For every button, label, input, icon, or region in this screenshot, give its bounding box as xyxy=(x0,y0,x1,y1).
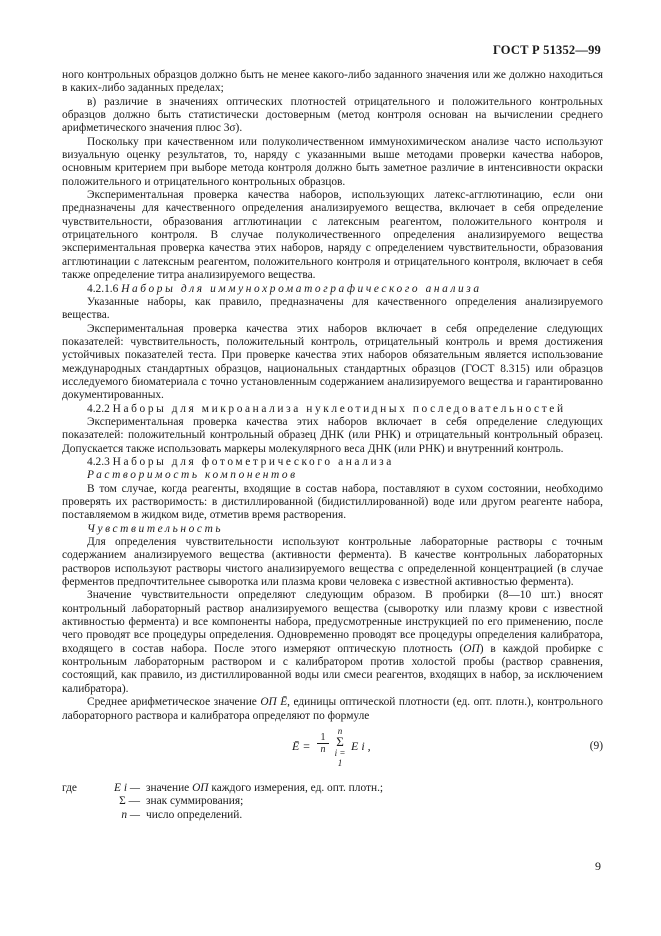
legend-spacer xyxy=(62,795,80,809)
text-run: Среднее арифметическое значение xyxy=(87,696,261,709)
standard-number: ГОСТ Р 51352—99 xyxy=(492,43,601,57)
legend-desc-text: каждого измерения, ед. опт. плотн.; xyxy=(208,781,384,794)
legend-row xyxy=(62,795,603,809)
text-run: , единицы оптической плотности (ед. опт. плотн.), контрольного лабораторного раствора и калибратора определяют по формуле xyxy=(62,696,603,722)
section-heading-422 xyxy=(62,403,603,416)
paragraph: Экспериментальная проверка качества этих наборов включает в себя определение следующих показателей: положительный контрольный образец ДНК (или РНК) и отрицательный контрольный образец. Допускается также использовать маркеры молекулярного веса ДНК (или РНК) и внутренний контроль. xyxy=(62,415,603,455)
formula-legend xyxy=(62,782,603,823)
page-number: 9 xyxy=(595,859,601,873)
mean-symbol: ОП Ē xyxy=(260,696,288,709)
paragraph: в) различие в значениях оптических плотностей отрицательного и положительного контрольных образцов должно быть статистически достоверным (метод контроля основан на вычислении среднего арифметического значения плюс 3σ). xyxy=(62,95,603,135)
formula-lhs: Ē = xyxy=(292,738,311,753)
paragraph: Указанные наборы, как правило, предназначены для качественного определения анализируемого вещества. xyxy=(62,295,603,322)
legend-desc: знак суммирования; xyxy=(146,795,244,808)
document-body xyxy=(62,69,603,822)
sigma-symbol: Σ xyxy=(336,733,344,749)
formula-fraction xyxy=(317,732,329,755)
legend-row xyxy=(62,782,603,796)
legend-desc-text: значение xyxy=(146,781,193,794)
legend-desc: число определений. xyxy=(146,808,243,821)
section-heading-4216 xyxy=(62,283,603,296)
formula-9 xyxy=(62,726,603,776)
subheading-text: Растворимость компонентов xyxy=(87,469,298,482)
legend-where: где xyxy=(62,781,77,794)
fraction-numerator: 1 xyxy=(317,732,329,744)
formula-number: (9) xyxy=(589,739,603,752)
legend-desc xyxy=(146,782,383,796)
summation xyxy=(332,726,348,768)
legend-term: E i — xyxy=(114,781,140,794)
legend-spacer xyxy=(62,809,80,823)
legend-term: Σ — xyxy=(119,795,140,808)
section-heading-423 xyxy=(62,456,603,469)
formula-rhs: E i , xyxy=(351,738,371,753)
paragraph: В том случае, когда реагенты, входящие в состав набора, поставляют в сухом состоянии, необходимо проверять их растворимость: в дистиллированной (бидистиллированной) воде или другом реагенте набора, поставляемом в жидком виде, отметив время растворения. xyxy=(62,482,603,522)
sum-lower-limit: i = 1 xyxy=(334,747,346,768)
fraction-denominator: n xyxy=(320,743,326,755)
section-title: Наборы для иммунохроматографического анализа xyxy=(121,282,482,295)
section-title: Наборы для фотометрического анализа xyxy=(112,455,394,468)
section-number: 4.2.2 xyxy=(87,402,110,415)
section-number: 4.2.1.6 xyxy=(87,282,119,295)
text-run: Значение чувствительности определяют следующим образом. В пробирки (8—10 шт.) вносят контрольный лабораторный раствор анализируемого вещества (сыворотку или плазму крови с известной активностью фермента) и все компоненты набора, предусмотренные инструкцией по его применению, после чего проводят все процедуры определения. Одновременно проводят все процедуры определения калибратора, входящего в состав набора. После этого измеряют оптическую плотность ( xyxy=(62,589,603,655)
text-run: ) в каждой пробирке с контрольным лабораторным раствором и с калибратором против холостой пробы (раствор сравнения, состоящий, как правило, из дистиллированной воды или смеси реагентов, входящих в набор, за исключением калибратора). xyxy=(62,642,603,695)
paragraph: ного контрольных образцов должно быть не менее какого-либо заданного значения или же должно находиться в каких-либо заданных пределах; xyxy=(62,69,603,95)
sum-upper-limit: n xyxy=(337,725,343,736)
paragraph xyxy=(62,589,603,696)
legend-row xyxy=(62,809,603,823)
paragraph: Поскольку при качественном или полуколичественном иммунохимическом анализе часто используют визуальную оценку результатов, то, наряду с указанными выше методами проверки качества наборов, основным критерием при выборе метода контроля должно быть заметное различие в интенсивности окраски положительного и отрицательного контрольных образцов. xyxy=(62,135,603,188)
subheading-text: Чувствительность xyxy=(87,522,224,535)
subheading-sensitivity xyxy=(62,523,603,536)
paragraph: Для определения чувствительности используют контрольные лабораторные растворы с точным содержанием анализируемого вещества (активности фермента). В качестве контрольных лабораторных растворов используют растворы чистого анализируемого вещества с определенной концентрацией (в случае ферментов предпочтительнее сыворотка или плазма крови человека с известной активностью фермента). xyxy=(62,536,603,589)
section-title: Наборы для микроанализа нуклеотидных последовательностей xyxy=(112,402,566,415)
legend-term: n — xyxy=(121,808,140,821)
paragraph: Экспериментальная проверка качества наборов, использующих латекс-агглютинацию, если они предназначены для качественного определения анализируемого вещества, включает в себя определение чувствительности, образования агглютинации с латексным реагентом, положительного контроля и отрицательного контроля. В случае полуколичественного определения анализируемого вещества экспериментальная проверка качества этих наборов, наряду с определением чувствительности, образования агглютинации с латексным реагентом, положительного контроля и отрицательного контроля, включает в себя также определение титра анализируемого вещества. xyxy=(62,189,603,282)
section-number: 4.2.3 xyxy=(87,455,110,468)
paragraph: Экспериментальная проверка качества этих наборов включает в себя определение следующих показателей: чувствительность, положительный контроль, отрицательный контроль и время достижения устойчивых показателей теста. При проверке качества этих наборов обязательным является использование международных стандартных образцов, национальных стандартных образцов (ГОСТ 8.315) или образцов исследуемого биоматериала с точно установленным содержанием анализируемого вещества и гарантированно документированных. xyxy=(62,322,603,402)
op-abbrev: ОП xyxy=(463,642,480,655)
subheading-solubility xyxy=(62,469,603,482)
legend-desc-italic: ОП xyxy=(192,781,209,794)
paragraph xyxy=(62,696,603,723)
